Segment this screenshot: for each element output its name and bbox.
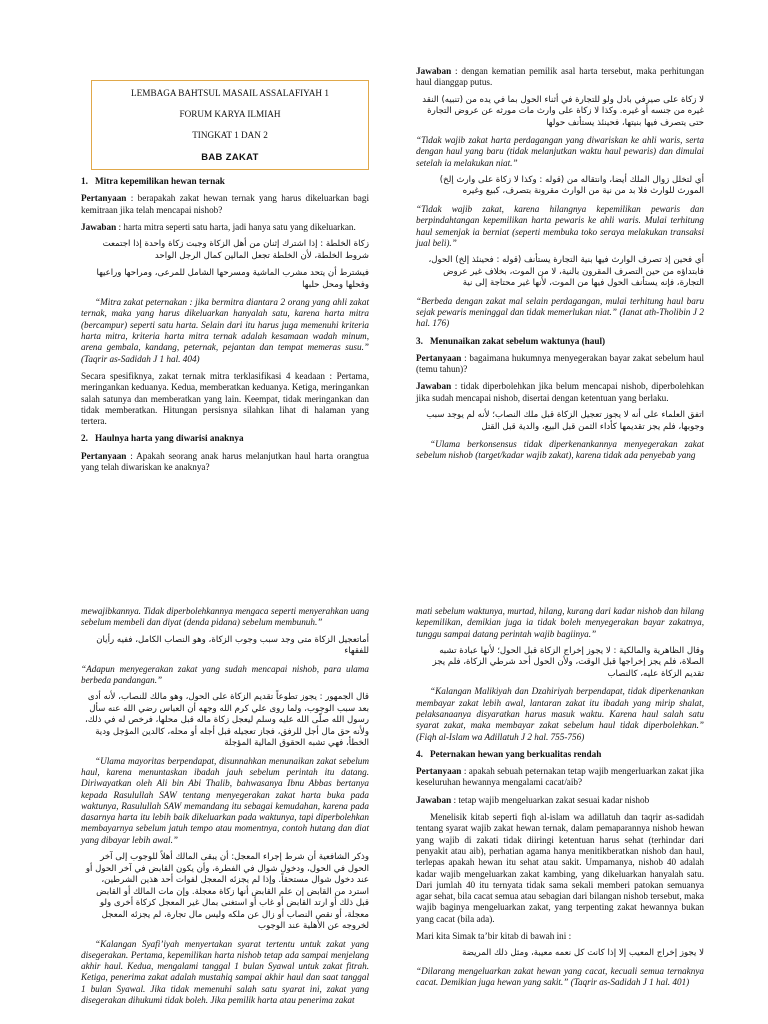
s4-answer: Jawaban : tetap wajib mengeluarkan zakat sesuai kadar nishob <box>416 794 650 805</box>
s2-translation-2: “Tidak wajib zakat, karena hilangnya kepemilikan pewaris dan berpindahtangan kepemilikan harta pewaris ke ahli waris. Mulai terhitung haul semenjak ia berniat (seperti membuka toko seraya melakukan transaksi jual beli).” <box>416 203 704 248</box>
s1-paragraph-1: Secara spesifiknya, zakat ternak mitra terklasifikasi 4 keadaan : Pertama, meringankan keduanya. Kedua, memberatkan keduanya. Ketiga, meringankan salah satunya dan memberatkan yang lain. Keempat, tidak meringankan dan tidak memberatkan. Hitungan persisnya silahkan lihat di halaman yang tertera. <box>81 370 369 427</box>
s4-arabic-1: لا يجوز إخراج المعيب إلا إذا كانت كل نعمه معيبة، ومثل ذلك المريضة <box>462 948 704 959</box>
section-4-heading: 4. Peternakan hewan yang berkualitas rendah <box>416 748 602 759</box>
s3-question: Pertanyaan : bagaimana hukumnya menyegerakan bayar zakat sebelum haul (temu tahun)? <box>416 352 704 375</box>
s1-question: Pertanyaan : berapakah zakat hewan ternak yang harus dikeluarkan bagi kemitraan jika telah mencapai nishob? <box>81 193 369 215</box>
s3-translation-4a: “Kalangan Syafi’iyah menyertakan syarat tertentu untuk zakat yang disegerakan. Pertama, kepemilikan harta nishob tetap ada sampai menjelang akhir haul. Kedua, mengalami tanggal 1 bulan Syawal untuk zakat fitrah. Ketiga, penerima zakat adalah mustahiq sampai akhir haul dan saat tanggal 1 bulan Syawal. Jika tidak memenuhi salah satu syarat ini, zakat yang disegerakan dihukumi tidak boleh. Jika pemilik harta atau penerima zakat <box>81 938 369 1006</box>
title-box <box>91 80 369 170</box>
section-1-heading: 1. Mitra kepemilikan hewan ternak <box>81 176 225 186</box>
level-title: TINGKAT 1 DAN 2 <box>192 130 268 140</box>
s1-translation-1: “Mitra zakat peternakan : jika bermitra diantara 2 orang yang ahli zakat ternak, maka yang harus dikeluarkan hanyalah satu, karena harta mitra (bercampur) seperti satu harta. Selain dari itu harus juga memenuhi kriteria harta mitra, kriteria harta mitra ternak adalah kesamaan wadah minum, arena gembala, kandang, peternak, pejantan dan tempat memeras susu.” (Taqrir as-Sadidah J 1 hal. 404) <box>81 297 369 364</box>
s3-translation-3: “Ulama mayoritas berpendapat, disunnahkan menunaikan zakat sebelum haul, karena menuntaskan ibadah jauh sebelum perintah itu datang. Diriwayatkan oleh Ali bin Abi Thalib, bahwasanya Ibnu Abbas bertanya kepada Rasulullah SAW tentang menyegerakan zakat harta buka pada waktunya, Rasulullah SAW memandang itu sebagai kemudahan, karena pada dasarnya harta itu lebih baik dikeluarkan pada waktunya, tapi diperbolehkan membayarnya sebelum jatuh tempo atau momentnya, contoh hutang dan diat yang dibayar lebih awal.” <box>81 755 369 845</box>
s3-arabic-2: أماتعجيل الزكاة متى وجد سبب وجوب الزكاة، وهو النصاب الكامل، ففيه رأيان للفقهاء <box>96 634 369 657</box>
section-3-heading: 3. Menunaikan zakat sebelum waktunya (haul) <box>416 335 606 346</box>
s2-arabic-2: أي لتخلل زوال الملك أيضا، وانتقاله من (قوله : وكذا لا زكاة على وارث إلخ) المورث للوارث فلا بد من نية من الوارث مقرونة بتصرف، كبيع وغيره <box>439 174 704 197</box>
s3-answer: Jawaban : tidak diperbolehkan jika belum mencapai nishob, diperbolehkan jika sudah mencapai nishob, disertai dengan ketentuan yang berlaku. <box>416 381 704 403</box>
s2-question: Pertanyaan : Apakah seorang anak harus melanjutkan haul harta orangtua yang telah diwariskan ke anaknya? <box>81 450 369 473</box>
s2-translation-1: “Tidak wajib zakat harta perdagangan yang diwariskan ke ahli waris, serta dengan haul yang baru (tidak melanjutkan waktu haul pewaris) dan dimulai setelah ia melakukan niat.” <box>416 135 704 168</box>
s3-arabic-1: اتفق العلماء على أنه لا يجوز تعجيل الزكاة قبل ملك النصاب؛ لأنه لم يوجد سبب وجوبها، فلم يجز تقديمها كأداء الثمن قبل البيع، والدية قبل القتل <box>426 410 704 432</box>
s2-arabic-3: أي فحين إذ تصرف الوارث فيها بنية التجارة يستأنف (قوله : فحينئذ إلخ) الحول، فابتداؤه من حين التصرف المقرون بالنية، لا من الموت، بخلاف غير عروض التجارة، فإنه يستأنف الحول فيها من الموت، لأنها غير محتاجة إلى نية <box>428 255 704 289</box>
section-2-heading: 2. Haulnya harta yang diwarisi anaknya <box>81 433 244 444</box>
s3-translation-4b: mati sebelum waktunya, murtad, hilang, kurang dari kadar nishob dan hilang kepemilikan, demikian juga ia tidak boleh menyegerakan bayar zakatnya, tunggu sampai datang perintah wajib bagiinya.” <box>416 606 704 639</box>
s4-paragraph-1: Menelisik kitab seperti fiqh al-islam wa adillatuh dan taqrir as-sadidah tentang syarat wajib zakat hewan ternak, dalam pemaparannya nishob hewan yang wajib di zakati tidak diiringi ketentuan harus sehat (terhindar dari penyakit atau aib), perhatian agama hanya menitikberatkan nishob dan haul, terlepas apakah hewan itu sehat atau sakit. Umpamanya, nishob 40 adalah kadar wajib mengeluarkan zakat kambing, yang dikeluarkan hanyalah satu. Dari jumlah 40 itu ternyata tidak sama sekali memberi patokan semuanya agar sehat, bila cacat semua atau sebagian dari bilangan nishob tersebut, maka wajib baginya mengeluarkan zakat, yang terpenting zakat hewannya bukan yang cacat (bila ada). <box>416 812 704 924</box>
s4-question: Pertanyaan : apakah sebuah peternakan tetap wajib mengerluarkan zakat jika keseluruhan hewannya mengalami cacat/aib? <box>416 766 704 788</box>
s4-translation-1: “Dilarang mengeluarkan zakat hewan yang cacat, kecuali semua ternaknya cacat. Demikian juga hewan yang sakit.” (Taqrir as-Sadidah J 1 hal. 401) <box>416 965 704 988</box>
s2-translation-3: “Berbeda dengan zakat mal selain perdagangan, mulai terhitung haul baru sejak pewaris meninggal dan tidak memerlukan niat.” (Ianat ath-Tholibin J 2 hal. 176) <box>416 295 704 329</box>
s3-translation-1b: mewajibkannya. Tidak diperbolehkannya mengaca seperti menyerahkan uang sebelum membeli dan diyat (denda pidana) sebelum membunuh.” <box>81 606 369 628</box>
s1-answer: Jawaban : harta mitra seperti satu harta, jadi hanya satu yang dikeluarkan. <box>81 221 356 232</box>
s3-arabic-4: وذكر الشافعية أن شرط إجراء المعجل: أن يبقى المالك أهلاً للوجوب إلى آخر الحول في الحول، ودخول شوال في الفطرة، وأن يكون القابض في آخر الحول أو عند دخول شوال مستحقاً. وإذا لم يجزئه المعجل لفوات أحد هذين الشرطين، استرد من القابض إن علم القابض أنها زكاة معجلة. وإن مات المالك أو القابض قبل ذلك أو ارتد القابض أو غاب أو استغنى بمال غير المعجل كزكاة أخرى ولو معجلة، أو نقص النصاب أو زال عن ملكه وليس مال تجارة، لم يجزئه المعجل لخروجه عن الأهلية عند الوجوب <box>85 852 369 932</box>
page1-right-column <box>416 66 704 468</box>
s3-translation-1a: “Ulama berkonsensus tidak diperkenankannya menyegerakan zakat sebelum nishob (target/kadar wajib zakat), karena tidak ada penyebab yang <box>416 439 704 461</box>
s1-arabic-1: زكاة الخلطة : إذا اشترك إثنان من أهل الزكاة وجبت زكاة واحدة إذا اجتمعت شروط الخلطة، لأن الخلطة تجعل المالين كمال الرجل الواحد <box>102 239 369 261</box>
page2-left-column <box>81 606 369 1012</box>
s4-paragraph-2: Mari kita Simak ta’bir kitab di bawah ini : <box>416 931 572 942</box>
s3-arabic-5: وقال الظاهرية والمالكية : لا يجوز إخراج الزكاة قبل الحول؛ لأنها عبادة تشبه الصلاة، فلم يجز إخراجها قبل الوقت، ولأن الحول أحد شرطي الزكاة، فلم يجز تقديم الزكاة عليه، كالنصاب <box>432 645 704 679</box>
page-break <box>0 560 768 561</box>
chapter-title: BAB ZAKAT <box>201 151 259 162</box>
s3-translation-5: “Kalangan Malikiyah dan Dzahiriyah berpendapat, tidak diperkenankan membayar zakat lebih awal, lantaran zakat itu ibadah yang mirip shalat, pelaksanaanya disyaratkan harus masuk waktu. Karena haul salah satu syarat zakat, maka membayar zakat sebelum haul tidak diperbolehkan.” (Fiqh al-Islam wa Adillatuh J 2 hal. 755-756) <box>416 686 704 742</box>
institution-title: LEMBAGA BAHTSUL MASAIL ASSALAFIYAH 1 <box>131 88 329 98</box>
page1-left-column <box>81 80 369 479</box>
s2-arabic-1: لا زكاة على صيرفي بادل ولو للتجارة في أثناء الحول بما في يده من (تنبيه) النقد غيره من جنسه أو غيره. وكذا لا زكاة على وارث مات مورثه عن عروض التجارة حتى يتصرف فيها بنيتها، فحينئذ يستأنف حولها <box>422 94 704 128</box>
s3-translation-2: “Adapun menyegerakan zakat yang sudah mencapai nishob, para ulama berbeda pandangan.” <box>81 663 369 685</box>
page2-right-column <box>416 606 704 994</box>
forum-title: FORUM KARYA ILMIAH <box>179 109 281 119</box>
s2-answer: Jawaban : dengan kematian pemilik asal harta tersebut, maka perhitungan haul dianggap putus. <box>416 66 704 88</box>
s1-arabic-2: فيشترط أن يتحد مشرب الماشية ومسرحها الشامل للمرعى، ومراحها وراعيها وفحلها ومحل حلبها <box>96 268 369 290</box>
s3-arabic-3: قال الجمهور : يجوز تطوعاً تقديم الزكاة على الحول، وهو مالك للنصاب، لأنه أدى بعد سبب الوجوب، ولما روى علي كرم الله وجهه أن العباس رضي الله عنه سأل رسول الله صلّى الله عليه وسلم ليعجل زكاة ماله قبل محلها، فرخص له في ذلك، ولأنه حق مال أجل للرفق، فجاز تعجيله قبل أجله أو محله، كالدين المؤجل ودية الخطأ، فهي تشبه الحقوق المالية المؤجلة <box>84 692 369 749</box>
